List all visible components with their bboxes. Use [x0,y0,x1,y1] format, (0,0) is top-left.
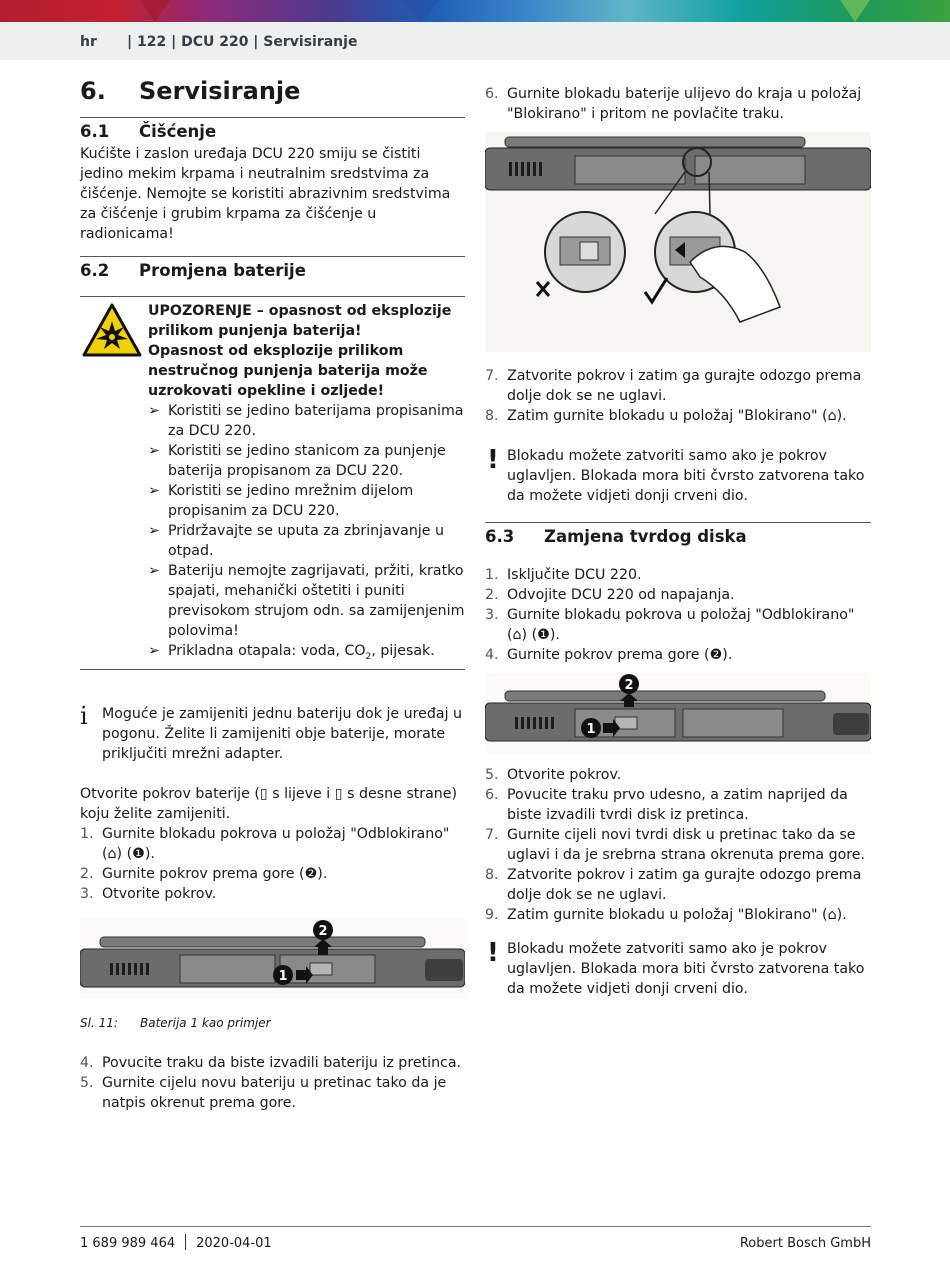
company-name: Robert Bosch GmbH [739,1236,871,1251]
step-text: Gurnite cijeli novi tvrdi disk u pretinac tako da se uglavi i da je srebrna strana okrenuta prema gore. [507,827,866,863]
step-text: Zatvorite pokrov i zatim ga gurajte odozgo prema dolje dok se ne uglavi. [507,368,862,404]
list-item [485,785,871,825]
list-item [485,905,871,925]
list-item [485,366,871,406]
section-number: 6.1 [80,122,110,141]
arrow-bullet-icon: ➢ [148,443,160,459]
bullet-text: , pijesak. [371,643,435,659]
lock-note [485,446,871,506]
list-item [148,561,465,641]
list-item [80,864,465,884]
list-item [148,401,465,441]
document-date: 2020-04-01 [196,1236,272,1251]
step-number: 3. [80,885,94,902]
step-text: Zatim gurnite blokadu u položaj "Blokirano" (⌂). [507,907,847,923]
arrow-bullet-icon: ➢ [148,563,160,579]
steps-7-8-list [485,366,871,426]
warning-text: Opasnost od eksplozije prilikom nestručnog punjenja baterija može uzrokovati opekline i ozljede! [148,343,428,399]
step-number: 1. [485,567,499,583]
section-title: Promjena baterije [139,261,306,280]
step-number: 6. [485,86,499,102]
list-item [485,585,871,605]
left-column [80,72,465,1113]
list-item [80,1053,465,1073]
step-text: Zatim gurnite blokadu u položaj "Blokirano" (⌂). [507,408,847,424]
callout-1-label: 1 [586,722,596,737]
section-heading-6-1 [80,120,465,144]
footer-left [80,1234,272,1254]
list-item [485,865,871,905]
explosion-warning-icon [82,303,142,357]
battery-cover-illustration [80,919,465,999]
list-item [485,406,871,426]
step-number: 5. [80,1074,94,1091]
step-number: 2. [80,865,94,882]
bullet-text: Koristiti se jedino baterijama propisanima za DCU 220. [168,403,464,439]
battery-lock-illustration [485,132,871,352]
warning-bullet-list [148,401,465,667]
list-item [80,824,465,864]
list-item [80,1073,465,1113]
list-item [485,605,871,645]
breadcrumb: | 122 | DCU 220 | Servisiranje [127,34,358,50]
info-note [80,701,465,764]
arrow-bullet-icon: ➢ [148,483,160,499]
step-number: 8. [485,408,499,424]
chapter-heading: Servisiranje [139,77,301,105]
step-text: Gurnite blokadu pokrova u položaj "Odblokirano" (⌂) (❶). [102,825,450,862]
language-code: hr [80,34,97,50]
step-number: 3. [485,607,499,623]
step-text: Otvorite pokrov. [102,885,217,902]
step-6-list [485,84,871,124]
list-item [485,825,871,865]
section-title: Čišćenje [139,122,217,141]
open-cover-text [80,784,465,824]
chapter-title [80,74,465,108]
section-number: 6.3 [485,527,515,546]
list-item [148,521,465,561]
step-number: 9. [485,907,499,923]
exclamation-icon: ! [487,938,499,968]
arrow-bullet-icon: ➢ [148,643,160,659]
step-number: 4. [485,647,499,663]
section-heading-6-2 [80,259,465,283]
disk-steps-list-a [485,565,871,665]
battery-right-icon: ▯ [334,785,343,802]
page-header [0,22,950,60]
divider [80,256,465,257]
list-item [485,645,871,665]
step-text: Isključite DCU 220. [507,567,642,583]
bullet-text: Bateriju nemojte zagrijavati, pržiti, kratko spajati, mehanički oštetiti i puniti previsokom strujom odn. sa zamijenjenim polovima! [168,563,465,639]
chapter-number: 6. [80,77,106,105]
bullet-text: Koristiti se jedino stanicom za punjenje baterija propisanom za DCU 220. [168,443,446,479]
step-text: Zatvorite pokrov i zatim ga gurajte odozgo prema dolje dok se ne uglavi. [507,867,862,903]
step-text: Povucite traku prvo udesno, a zatim naprijed da biste izvadili tvrdi disk iz pretinca. [507,787,848,823]
step-text: Gurnite blokadu baterije ulijevo do kraja u položaj "Blokirano" i pritom ne povlačite traku. [507,86,862,122]
step-number: 5. [485,767,499,783]
bullet-text: Pridržavajte se uputa za zbrinjavanje u otpad. [168,523,445,559]
document-number: 1 689 989 464 [80,1236,176,1251]
arrow-bullet-icon: ➢ [148,403,160,419]
info-text: Moguće je zamijeniti jednu bateriju dok je uređaj u pogonu. Želite li zamijeniti obje baterije, morate priključiti mrežni adapter. [102,705,463,762]
list-item [148,641,465,667]
step-number: 8. [485,867,499,883]
step-text: Gurnite pokrov prema gore (❷). [507,647,733,663]
exclamation-icon: ! [487,445,499,475]
callout-2-label: 2 [318,923,328,939]
step-text: Gurnite pokrov prema gore (❷). [102,865,328,882]
section-number: 6.2 [80,261,110,280]
section-title: Zamjena tvrdog diska [544,527,747,546]
lock-note [485,939,871,999]
figure-label: Sl. 11: [80,1015,118,1030]
step-number: 7. [485,827,499,843]
step-number: 6. [485,787,499,803]
figure-text: Baterija 1 kao primjer [140,1015,271,1030]
list-item [485,765,871,785]
cleaning-text: Kućište i zaslon uređaja DCU 220 smiju se čistiti jedino mekim krpama i neutralnim sredstvima za čišćenje. Nemojte se koristiti abrazivnim sredstvima za čišćenje i grubim krpama za čišćenje u radionicama! [80,146,451,242]
divider [80,117,465,118]
explosion-warning-box [80,301,465,667]
section-heading-6-3 [485,525,871,549]
text-fragment: s lijeve i [267,785,335,802]
callout-1-label: 1 [278,968,288,984]
warning-title: UPOZORENJE – opasnost od eksplozije prilikom punjenja baterija! [148,303,452,339]
note-text: Blokadu možete zatvoriti samo ako je pokrov uglavljen. Blokada mora biti čvrsto zatvorena tako da možete vidjeti donji crveni dio. [507,941,865,997]
text-fragment: Otvorite pokrov baterije ( [80,785,260,802]
step-number: 1. [80,825,94,842]
info-icon: i [80,701,88,730]
list-item [80,884,465,904]
divider [485,522,871,523]
step-text: Gurnite cijelu novu bateriju u pretinac tako da je natpis okrenut prema gore. [102,1074,447,1111]
right-column [485,84,871,999]
brand-color-bar [0,0,950,22]
step-text: Gurnite blokadu pokrova u položaj "Odblokirano" (⌂) (❶). [507,607,855,643]
note-text: Blokadu možete zatvoriti samo ako je pokrov uglavljen. Blokada mora biti čvrsto zatvorena tako da možete vidjeti donji crveni dio. [507,448,865,504]
step-number: 2. [485,587,499,603]
callout-2-label: 2 [624,678,634,693]
list-item [485,565,871,585]
arrow-bullet-icon: ➢ [148,523,160,539]
list-item [148,481,465,521]
step-text: Povucite traku da biste izvadili bateriju iz pretinca. [102,1054,462,1071]
step-text: Otvorite pokrov. [507,767,622,783]
divider [80,296,465,297]
list-item [148,441,465,481]
steps-list-b [80,1053,465,1113]
disk-steps-list-b [485,765,871,925]
battery-left-icon: ▯ [259,785,268,802]
page-footer [80,1226,871,1251]
bullet-text: Koristiti se jedino mrežnim dijelom propisanim za DCU 220. [168,483,414,519]
list-item [485,84,871,124]
step-number: 4. [80,1054,94,1071]
step-text: Odvojite DCU 220 od napajanja. [507,587,735,603]
step-number: 7. [485,368,499,384]
text-fragment: s desne strane) koju želite zamijeniti. [80,785,458,822]
figure-caption [80,1015,465,1031]
subscript: 2 [365,651,372,662]
footer-separator [185,1234,186,1250]
disk-cover-illustration [485,673,871,753]
divider [80,669,465,670]
bullet-text: Prikladna otapala: voda, CO [168,643,366,659]
steps-list-a [80,824,465,904]
